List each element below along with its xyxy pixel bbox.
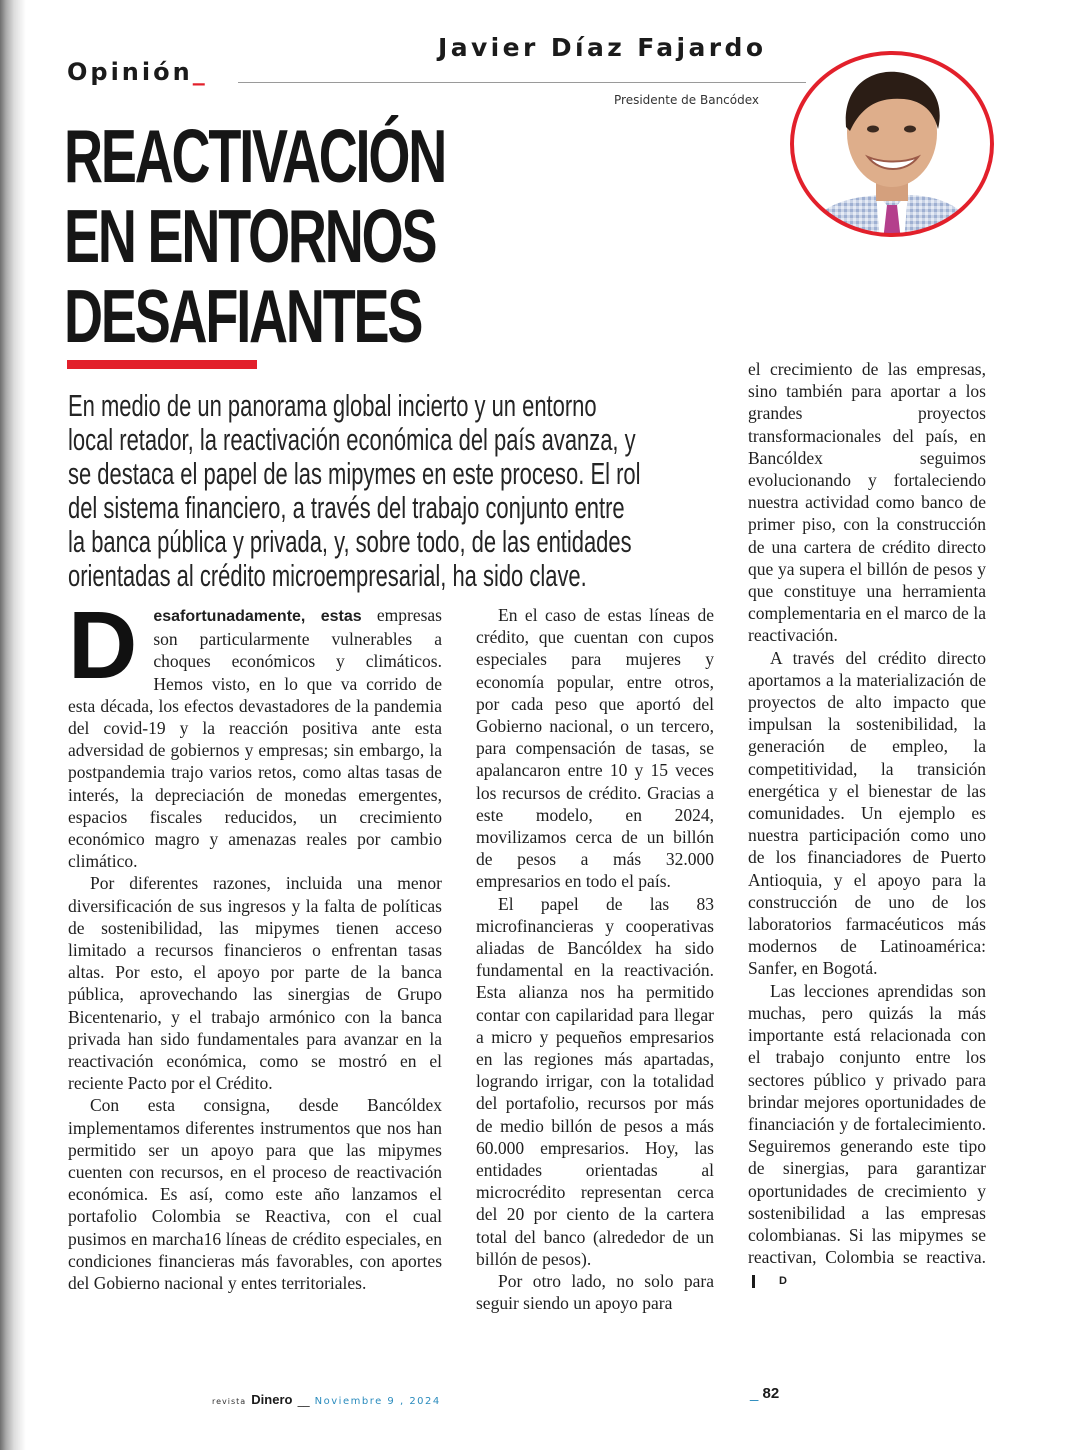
lede-line: se destaca el papel de las mipymes en este proceso. El rol [68, 457, 641, 491]
lede-line: orientadas al crédito microempresarial, ha sido clave. [68, 559, 587, 593]
author-name: Javier Díaz Fajardo [438, 33, 767, 62]
body-paragraph: el crecimiento de las empresas, sino también para aportar a los grandes proyectos transformacionales del país, en Bancóldex seguimos evolucionando y fortaleciendo nuestra actividad como banco de primer piso, con la construcción de una cartera de crédito directo que ya supera el billón de pesos y que constituye una herramienta complementaria en el marco de la reactivación. [748, 359, 986, 646]
body-paragraph: Por otro lado, no solo para seguir siendo un apoyo para [476, 1271, 714, 1314]
body-column-2 [476, 604, 714, 1315]
author-portrait [784, 47, 996, 241]
page-binding-shadow [0, 0, 26, 1450]
body-paragraph [68, 592, 442, 872]
folio-magazine-name: Dinero [251, 1392, 293, 1407]
folio [212, 1389, 441, 1408]
lede-line: la banca pública y privada, y, sobre todo, de las entidades [68, 525, 632, 559]
author-role: Presidente de Bancódex [614, 93, 760, 107]
lede-line: local retador, la reactivación económica del país avanza, y [68, 423, 636, 457]
page-number-prefix: _ [750, 1385, 759, 1402]
paragraph-text: empresas son particularmente vulnerables a choques económicos y climáticos. Hemos visto, en lo que va corrido de esta década, los efectos devastadores de la pandemia del covid-19 y la reacción positiva ante esta adversidad de gobiernos y empresas; sin embargo, la postpandemia trajo varios retos, como altas tasas de interés, la depreciación de monedas emergentes, espacios fiscales reducidos, un crecimiento económico magro y amenazas reales por cambio climático. [68, 605, 442, 872]
body-paragraph: A través del crédito directo aportamos a la materialización de proyectos de alto impacto que impulsan la sostenibilidad, la generación de empleo, la competitividad, la transición energética y el bienestar de las comunidades. Un ejemplo es nuestra participación como uno de los financiadores de Puerto Antioquia, y el apoyo para la construcción de uno de los laboratorios farmacéuticos más modernos de Latinoamérica: Sanfer, en Bogotá. [748, 647, 986, 979]
end-mark-icon: D [752, 1275, 789, 1288]
page-number [750, 1385, 779, 1402]
body-column-3 [748, 358, 986, 1291]
lede-line: En medio de un panorama global incierto y un entorno [68, 389, 597, 423]
header-rule [238, 82, 806, 83]
body-paragraph: Con esta consigna, desde Bancóldex implementamos diferentes instrumentos que nos han permitido ser un apoyo para que las mipymes cuenten con recursos, en el proceso de reactivación económica. Es así, como este año lanzamos el portafolio Colombia se Reactiva, con el cual pusimos en marcha16 líneas de crédito especiales, en condiciones financieras más favorables, con aportes del Gobierno nacional y entes territoriales. [68, 1095, 442, 1294]
folio-brand: revista [212, 1397, 247, 1406]
headline-line: EN ENTORNOS [64, 194, 436, 278]
headline-line: REACTIVACIÓN [64, 114, 446, 198]
body-paragraph [748, 980, 986, 1291]
section-label: Opinión_ [67, 58, 208, 86]
body-paragraph: Por diferentes razones, incluida una menor diversificación de sus ingresos y la falta de políticas de sostenibilidad, las mipymes tienen acceso limitado a recursos financieros o enfrentan tasas altas. Por esto, el apoyo por parte de la banca pública, aprovechando las sinergias de Grupo Bicentenario, y el trabajo armónico con la banca privada han sido fundamentales para avanzar en la reactivación económica, como se mostró en el reciente Pacto por el Crédito. [68, 873, 442, 1094]
folio-date: Noviembre 9 , 2024 [314, 1396, 441, 1407]
folio-separator: __ [297, 1393, 310, 1407]
page-number-value: 82 [762, 1385, 780, 1402]
body-paragraph: En el caso de estas líneas de crédito, que cuentan con cupos especiales para mujeres y economía popular, entre otros, por cada peso que aportó del Gobierno nacional, o un tercero, para compensación de tasas, se apalancaron entre 10 y 15 veces los recursos de crédito. Gracias a este modelo, en 2024, movilizamos cerca de un billón de pesos a más 32.000 empresarios en todo el país. [476, 605, 714, 892]
lede [68, 389, 651, 593]
headline-line: DESAFIANTES [64, 274, 422, 358]
section-marker: _ [192, 58, 208, 86]
lede-line: del sistema financiero, a través del trabajo conjunto entre [68, 491, 625, 525]
drop-cap: D [68, 592, 138, 699]
headline-accent-bar [67, 360, 257, 369]
body-column-1 [68, 592, 442, 1294]
headline [64, 116, 445, 356]
paragraph-text: Las lecciones aprendidas son muchas, pero quizás la más importante está relacionada con el trabajo conjunto entre los sectores público y privado para brindar mejores oportunidades de financiación y de fortalecimiento. Seguiremos generando este tipo de sinergias, para garantizar oportunidades de crecimiento y sostenibilidad a las empresas colombianas. Si las mipymes se reactivan, Colombia se reactiva. [748, 980, 986, 1268]
lead-in: esafortunadamente, estas [153, 608, 362, 625]
body-paragraph: El papel de las 83 microfinancieras y cooperativas aliadas de Bancóldex ha sido fundamental en la reactivación. Esta alianza nos ha permitido contar con capilaridad para llegar a micro y pequeños empresarios en las regiones más apartadas, logrando irrigar, con la totalidad del portafolio, recursos por más de medio billón de pesos a más 60.000 empresarios. Hoy, las entidades orientadas al microcrédito representan cerca del 20 por ciento de la cartera total del banco (alrededor de un billón de pesos). [476, 893, 714, 1269]
